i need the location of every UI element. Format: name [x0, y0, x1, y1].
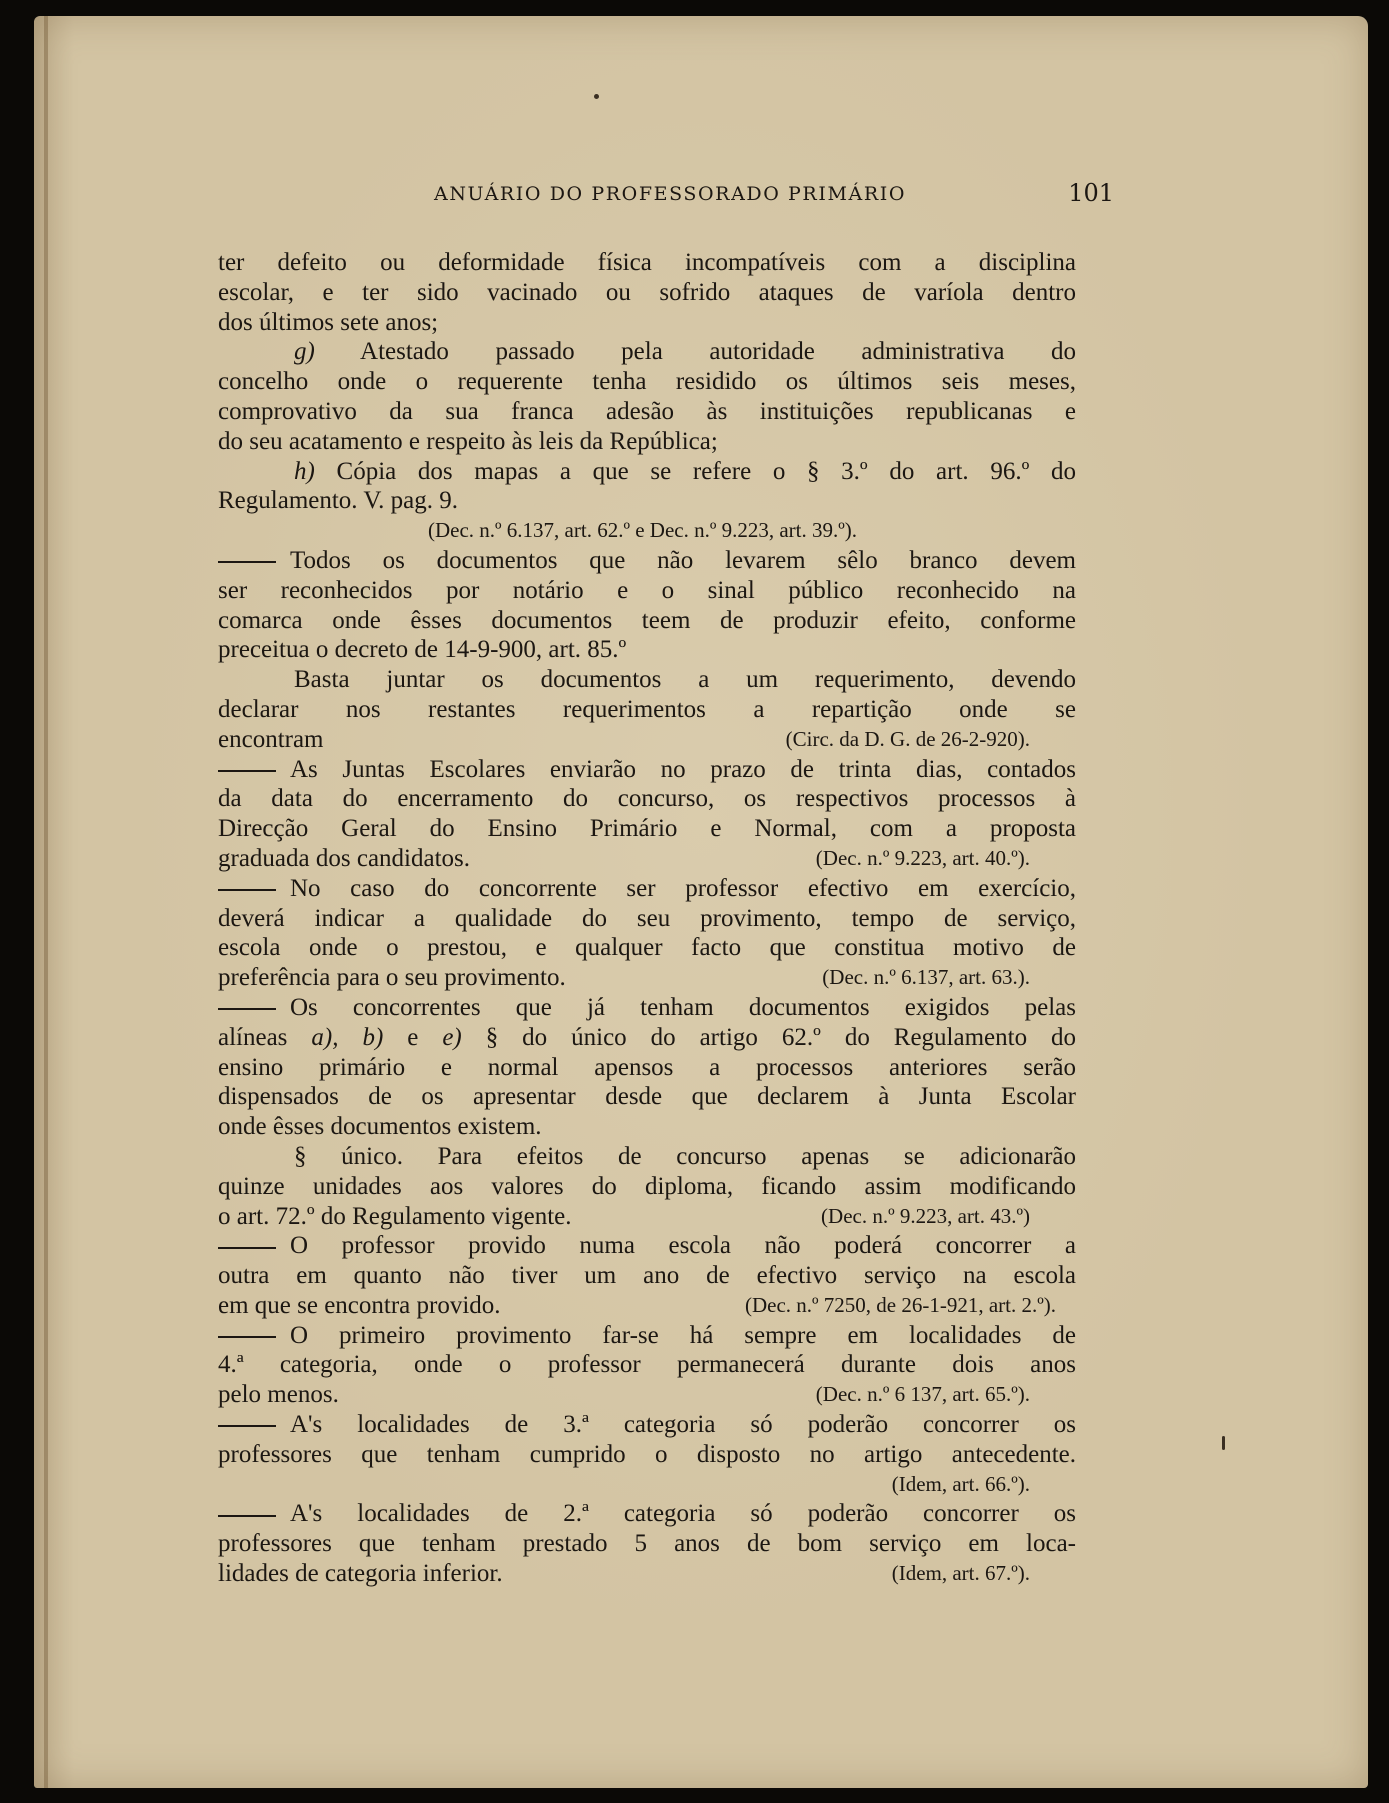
text-line: professores que tenham cumprido o disposto no artigo antecedente. [218, 1440, 1076, 1468]
marker-b: b) [362, 1023, 384, 1051]
binding-fold [44, 16, 48, 1788]
text-fragment: o art. 72.º do Regulamento vigente. [218, 1202, 572, 1230]
paragraph-lead-text: A's localidades de 3.ª categoria só poderão concorrer os [290, 1411, 1076, 1439]
text-line: dos últimos sete anos; [218, 308, 439, 336]
paragraph-lead [218, 755, 1076, 785]
text-line: § único. Para efeitos de concurso apenas se adicionarão [294, 1142, 1076, 1170]
text-line-with-cite [218, 725, 1076, 755]
em-dash-rule [218, 1515, 276, 1517]
paragraph-lead-text: O professor provido numa escola não poderá concorrer a [290, 1232, 1076, 1260]
item-h [218, 457, 1076, 487]
citation: (Idem, art. 66.º). [891, 1471, 1030, 1496]
citation: (Dec. n.º 6.137, art. 62.º e Dec. n.º 9.223, art. 39.º). [428, 518, 858, 543]
paragraph-lead [218, 1321, 1076, 1351]
text-line: ensino primário e normal apensos a processos anteriores serão [218, 1053, 1076, 1081]
citation: (Dec. n.º 6 137, art. 65.º). [815, 1382, 1030, 1407]
citation: (Dec. n.º 6.137, art. 63.). [822, 965, 1030, 990]
text-line: do seu acatamento e respeito às leis da República; [218, 427, 718, 455]
item-g-text: Atestado passado pela autoridade administrativa do [360, 338, 1076, 366]
running-title: ANUÁRIO DO PROFESSORADO PRIMÁRIO [434, 183, 907, 205]
text-fragment: em que se encontra provido. [218, 1291, 501, 1319]
paragraph-lead [218, 874, 1076, 904]
text-line: preceitua o decreto de 14-9-900, art. 85.º [218, 636, 627, 664]
text-fragment: § [485, 1023, 499, 1051]
citation: (Dec. n.º 9.223, art. 43.º) [821, 1203, 1030, 1228]
text-line-with-cite [218, 844, 1076, 874]
em-dash-rule [218, 1425, 276, 1427]
em-dash-rule [218, 889, 276, 891]
em-dash-rule [218, 1008, 276, 1010]
em-dash-rule [218, 770, 276, 772]
marker-a: a), [311, 1023, 339, 1051]
conjunction: e [407, 1023, 419, 1051]
text-line-with-cite [218, 963, 1076, 993]
text-line-with-cite [218, 1291, 1076, 1321]
text-fragment: do único do artigo 62.º do Regulamento do [522, 1023, 1076, 1051]
text-line: ser reconhecidos por notário e o sinal público reconhecido na [218, 576, 1076, 604]
text-fragment: encontram [218, 725, 324, 753]
citation: (Circ. da D. G. de 26-2-920). [785, 726, 1030, 751]
text-fragment: alíneas [218, 1023, 288, 1051]
text-line: concelho onde o requerente tenha residido os últimos seis meses, [218, 368, 1076, 396]
text-line: escola onde o prestou, e qualquer facto que constitua motivo de [218, 934, 1076, 962]
citation: (Dec. n.º 9.223, art. 40.º). [815, 845, 1030, 870]
text-line-with-cite [218, 1559, 1076, 1589]
paragraph-lead-text: O primeiro provimento far-se há sempre em localidades de [290, 1321, 1076, 1349]
marker-h: h) [294, 457, 315, 485]
text-fragment: preferência para o seu provimento. [218, 964, 566, 992]
text-line: comarca onde êsses documentos teem de produzir efeito, conforme [218, 606, 1076, 634]
paragraph-lead [218, 1410, 1076, 1440]
citation: (Idem, art. 67.º). [891, 1561, 1030, 1586]
text-line: comprovativo da sua franca adesão às instituições republicanas e [218, 397, 1076, 425]
text-line: professores que tenham prestado 5 anos de bom serviço em loca- [218, 1530, 1076, 1558]
text-line: outra em quanto não tiver um ano de efectivo serviço na escola [218, 1262, 1076, 1290]
text-line: ter defeito ou deformidade física incompatíveis com a disciplina [218, 249, 1076, 276]
em-dash-rule [218, 561, 276, 563]
text-line: escolar, e ter sido vacinado ou sofrido ataques de varíola dentro [218, 278, 1076, 306]
text-line-with-cite [218, 1202, 1076, 1232]
text-fragment: pelo menos. [218, 1381, 339, 1409]
text-line: quinze unidades aos valores do diploma, ficando assim modificando [218, 1172, 1076, 1200]
marker-g: g) [294, 338, 315, 366]
paragraph-lead [218, 993, 1076, 1023]
paragraph-lead-text: Os concorrentes que já tenham documentos exigidos pelas [290, 993, 1076, 1021]
ink-speck [1222, 1436, 1225, 1450]
running-header [434, 179, 1114, 209]
citation: (Dec. n.º 7250, de 26-1-921, art. 2.º). [744, 1292, 1056, 1317]
item-g [218, 337, 1076, 367]
text-line: 4.ª categoria, onde o professor permanecerá durante dois anos [218, 1351, 1076, 1379]
text-line: dispensados de os apresentar desde que declarem à Junta Escolar [218, 1083, 1076, 1111]
text-fragment: lidades de categoria inferior. [218, 1560, 503, 1588]
text-line: Basta juntar os documentos a um requerimento, devendo [294, 666, 1076, 694]
paragraph-lead-text: No caso do concorrente ser professor efectivo em exercício, [290, 874, 1076, 902]
paragraph-lead-text: Todos os documentos que não levarem sêlo branco devem [290, 546, 1076, 574]
paragraph-lead-text: As Juntas Escolares enviarão no prazo de trinta dias, contados [290, 755, 1076, 783]
em-dash-rule [218, 1247, 276, 1249]
text-line: deverá indicar a qualidade do seu provimento, tempo de serviço, [218, 904, 1076, 932]
text-line: da data do encerramento do concurso, os respectivos processos à [218, 785, 1076, 813]
text-line-with-cite [218, 1380, 1076, 1410]
text-line: declarar nos restantes requerimentos a repartição onde se [218, 695, 1076, 723]
text-line: onde êsses documentos existem. [218, 1113, 542, 1141]
text-line: Direcção Geral do Ensino Primário e Normal, com a proposta [218, 815, 1076, 843]
paragraph-lead-text: A's localidades de 2.ª categoria só poderão concorrer os [290, 1500, 1076, 1528]
paragraph-lead [218, 1231, 1076, 1261]
paragraph-lead [218, 1499, 1076, 1529]
page-number: 101 [1068, 179, 1114, 207]
text-line: Regulamento. V. pag. 9. [218, 487, 459, 515]
ink-speck [594, 94, 599, 99]
body-text [218, 248, 1076, 1589]
paragraph-lead [218, 546, 1076, 576]
marker-e: e) [442, 1023, 462, 1051]
item-h-text: Cópia dos mapas a que se refere o § 3.º do art. 96.º do [336, 457, 1076, 485]
text-fragment: graduada dos candidatos. [218, 844, 471, 872]
alineas-line [218, 1023, 1076, 1053]
em-dash-rule [218, 1336, 276, 1338]
